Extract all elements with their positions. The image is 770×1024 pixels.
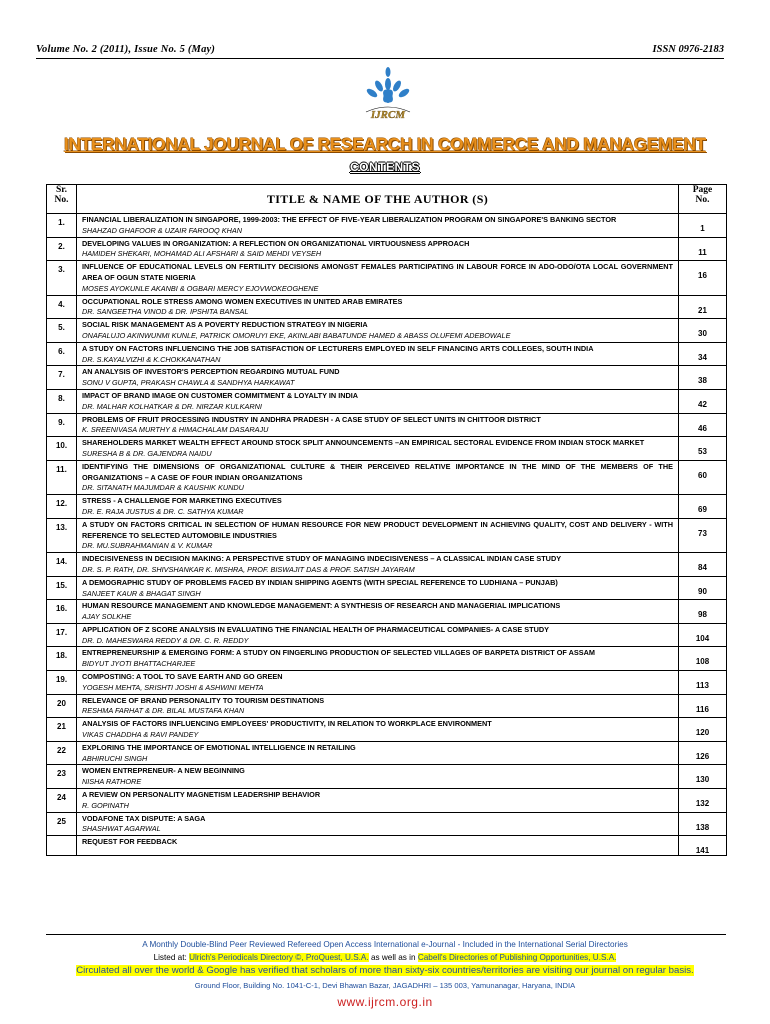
row-page: 42 [679, 389, 727, 413]
journal-title: INTERNATIONAL JOURNAL OF RESEARCH IN COMMERCE AND MANAGEMENT [64, 134, 706, 154]
article-authors: BIDYUT JYOTI BHATTACHARJEE [82, 659, 196, 669]
row-entry [77, 295, 679, 319]
row-page: 38 [679, 366, 727, 390]
row-page: 138 [679, 812, 727, 836]
running-header [36, 44, 724, 59]
row-serial: 1. [47, 214, 77, 238]
table-row [47, 214, 727, 238]
row-entry [77, 261, 679, 295]
article-authors: DR. SANGEETHA VINOD & DR. IPSHITA BANSAL [82, 307, 249, 317]
table-row [47, 647, 727, 671]
website-link[interactable]: www.ijrcm.org.in [337, 995, 433, 1009]
article-authors: ONAFALUJO AKINWUNMI KUNLE, PATRICK OMORUYI EKE, AKINLABI BABATUNDE HAMED & ABASS OLUFEMI ADEBOWALE [82, 330, 511, 340]
row-entry [77, 789, 679, 813]
article-authors: SHASHWAT AGARWAL [82, 824, 161, 834]
row-entry [77, 576, 679, 600]
row-serial: 16. [47, 600, 77, 624]
row-entry [77, 518, 679, 552]
article-title[interactable]: ENTREPRENEURSHIP & EMERGING FORM: A STUDY ON FINGERLING PRODUCTION OF SELECTED VILLAGES OF BARPETA DISTRICT OF ASSAM [82, 648, 595, 658]
row-page: 90 [679, 576, 727, 600]
row-serial: 23 [47, 765, 77, 789]
row-serial: 19. [47, 671, 77, 695]
article-authors: YOGESH MEHTA, SRISHTI JOSHI & ASHWINI MEHTA [82, 682, 264, 692]
row-serial: 25 [47, 812, 77, 836]
contents-heading: CONTENTS [350, 160, 420, 174]
article-title[interactable]: FINANCIAL LIBERALIZATION IN SINGAPORE, 1999-2003: THE EFFECT OF FIVE-YEAR LIBERALIZATION PROGRAM ON SINGAPORE'S BANKING SECTOR [82, 215, 617, 224]
row-entry [77, 460, 679, 494]
row-serial: 10. [47, 437, 77, 461]
article-authors: ABHIRUCHI SINGH [82, 753, 148, 763]
article-authors: AJAY SOLKHE [82, 612, 132, 622]
table-row [47, 671, 727, 695]
row-entry [77, 319, 679, 343]
table-row [47, 553, 727, 577]
col-sr-header: Sr. No. [47, 185, 77, 214]
row-page: 84 [679, 553, 727, 577]
row-serial: 7. [47, 366, 77, 390]
row-page: 53 [679, 437, 727, 461]
row-page: 116 [679, 694, 727, 718]
row-entry [77, 836, 679, 856]
row-entry [77, 694, 679, 718]
row-serial: 14. [47, 553, 77, 577]
article-title[interactable]: HUMAN RESOURCE MANAGEMENT AND KNOWLEDGE MANAGEMENT: A SYNTHESIS OF RESEARCH AND MANAGERIAL IMPLICATIONS [82, 601, 561, 611]
article-title[interactable]: EXPLORING THE IMPORTANCE OF EMOTIONAL INTELLIGENCE IN RETAILING [82, 742, 356, 752]
footer-listing: Listed at: Ulrich's Periodicals Directory ©, ProQuest, U.S.A. as well as in Cabell's Directories of Publishing Opportunities, U.S.A. [153, 953, 617, 962]
row-page: 130 [679, 765, 727, 789]
row-page: 104 [679, 623, 727, 647]
article-authors: DR. MU.SUBRAHMANIAN & V. KUMAR [82, 541, 213, 551]
row-serial: 9. [47, 413, 77, 437]
row-serial: 8. [47, 389, 77, 413]
article-authors: NISHA RATHORE [82, 777, 142, 787]
footer-description: A Monthly Double-Blind Peer Reviewed Refereed Open Access International e-Journal - Included in the International Serial Directories [142, 940, 628, 949]
row-page: 30 [679, 319, 727, 343]
table-header-row [47, 185, 727, 214]
table-row [47, 237, 727, 261]
ulrich-link[interactable]: Ulrich's Periodicals Directory ©, ProQuest, U.S.A. [189, 953, 369, 962]
article-title[interactable]: ANALYSIS OF FACTORS INFLUENCING EMPLOYEES' PRODUCTIVITY, IN RELATION TO WORKPLACE ENVIRONMENT [82, 719, 492, 729]
table-row [47, 718, 727, 742]
row-page: 34 [679, 342, 727, 366]
article-authors: RESHMA FARHAT & DR. BILAL MUSTAFA KHAN [82, 706, 245, 716]
article-title[interactable]: A REVIEW ON PERSONALITY MAGNETISM LEADERSHIP BEHAVIOR [82, 790, 321, 800]
article-authors: HAMIDEH SHEKARI, MOHAMAD ALI AFSHARI & SAID MEHDI VEYSEH [82, 249, 322, 259]
table-row [47, 600, 727, 624]
cabell-link[interactable]: Cabell's Directories of Publishing Opportunities, U.S.A. [417, 953, 617, 962]
logo-text: IJRCM [370, 109, 406, 121]
row-entry [77, 495, 679, 519]
row-page: 1 [679, 214, 727, 238]
row-entry [77, 342, 679, 366]
col-title-header: TITLE & NAME OF THE AUTHOR (S) [77, 185, 679, 214]
article-authors: SURESHA B & DR. GAJENDRA NAIDU [82, 448, 212, 458]
row-entry [77, 623, 679, 647]
row-serial [47, 836, 77, 856]
row-serial: 12. [47, 495, 77, 519]
footer-address: Ground Floor, Building No. 1041-C-1, Devi Bhawan Bazar, JAGADHRI – 135 003, Yamunanagar, Haryana, INDIA [194, 981, 576, 990]
article-authors: MOSES AYOKUNLE AKANBI & OGBARI MERCY EJOVWOKEOGHENE [82, 283, 319, 293]
article-title[interactable]: WOMEN ENTREPRENEUR- A NEW BEGINNING [82, 766, 245, 776]
table-row [47, 261, 727, 295]
contents-table [46, 184, 727, 856]
row-entry [77, 553, 679, 577]
article-authors: DR. E. RAJA JUSTUS & DR. C. SATHYA KUMAR [82, 506, 244, 516]
article-authors: R. GOPINATH [82, 800, 129, 810]
article-title[interactable]: RELEVANCE OF BRAND PERSONALITY TO TOURISM DESTINATIONS [82, 695, 325, 705]
row-serial: 15. [47, 576, 77, 600]
article-title[interactable]: A STUDY ON FACTORS INFLUENCING THE JOB SATISFACTION OF LECTURERS EMPLOYED IN SELF FINANCING ARTS COLLEGES, SOUTH INDIA [82, 343, 594, 353]
article-title[interactable]: IDENTIFYING THE DIMENSIONS OF ORGANIZATIONAL CULTURE & THEIR PERCEIVED RELATIVE IMPORTANCE IN THE MIND OF THE MEMBERS OF THE ORGANIZATIONS – A CASE OF FOUR INDIAN ORGANIZATIONS [82, 461, 673, 482]
issn: ISSN 0976-2183 [652, 44, 724, 55]
row-serial: 11. [47, 460, 77, 494]
row-entry [77, 413, 679, 437]
article-authors: SHAHZAD GHAFOOR & UZAIR FAROOQ KHAN [82, 225, 243, 235]
row-page: 98 [679, 600, 727, 624]
article-authors: SONU V GUPTA, PRAKASH CHAWLA & SANDHYA HARKAWAT [82, 378, 295, 388]
table-row [47, 623, 727, 647]
article-title[interactable]: STRESS - A CHALLENGE FOR MARKETING EXECUTIVES [82, 496, 282, 506]
row-page: 11 [679, 237, 727, 261]
row-serial: 24 [47, 789, 77, 813]
ijrcm-logo [358, 66, 418, 128]
article-authors: DR. MALHAR KOLHATKAR & DR. NIRZAR KULKARNI [82, 401, 262, 411]
row-serial: 3. [47, 261, 77, 295]
row-serial: 21 [47, 718, 77, 742]
row-entry [77, 237, 679, 261]
row-entry [77, 389, 679, 413]
article-authors: DR. S.KAYALVIZHI & K.CHOKKANATHAN [82, 354, 221, 364]
article-authors: K. SREENIVASA MURTHY & HIMACHALAM DASARAJU [82, 425, 269, 435]
row-page: 126 [679, 741, 727, 765]
row-serial: 6. [47, 342, 77, 366]
table-row [47, 789, 727, 813]
row-entry [77, 671, 679, 695]
article-title[interactable]: VODAFONE TAX DISPUTE: A SAGA [82, 813, 206, 823]
table-row [47, 741, 727, 765]
row-serial: 18. [47, 647, 77, 671]
table-row [47, 694, 727, 718]
article-title[interactable]: A DEMOGRAPHIC STUDY OF PROBLEMS FACED BY INDIAN SHIPPING AGENTS (WITH SPECIAL REFERENCE TO LUDHIANA – PUNJAB) [82, 577, 558, 587]
row-serial: 2. [47, 237, 77, 261]
row-page: 73 [679, 518, 727, 552]
row-serial: 5. [47, 319, 77, 343]
footer-divider [46, 934, 726, 935]
table-row [47, 576, 727, 600]
row-entry [77, 366, 679, 390]
row-page: 108 [679, 647, 727, 671]
row-entry [77, 765, 679, 789]
article-title[interactable]: SHAREHOLDERS MARKET WEALTH EFFECT AROUND STOCK SPLIT ANNOUNCEMENTS –AN EMPIRICAL SECTORAL EVIDENCE FROM INDIAN STOCK MARKET [82, 438, 645, 448]
article-title[interactable]: REQUEST FOR FEEDBACK [82, 837, 178, 847]
row-entry [77, 214, 679, 238]
contents-rows [47, 214, 727, 856]
article-title[interactable]: SOCIAL RISK MANAGEMENT AS A POVERTY REDUCTION STRATEGY IN NIGERIA [82, 320, 368, 330]
row-page: 132 [679, 789, 727, 813]
row-page: 141 [679, 836, 727, 856]
article-title[interactable]: APPLICATION OF Z SCORE ANALYSIS IN EVALUATING THE FINANCIAL HEALTH OF PHARMACEUTICAL COMPANIES- A CASE STUDY [82, 624, 550, 634]
table-row [47, 319, 727, 343]
table-row [47, 765, 727, 789]
row-page: 16 [679, 261, 727, 295]
row-page: 60 [679, 460, 727, 494]
table-row [47, 413, 727, 437]
article-authors: SANJEET KAUR & BHAGAT SINGH [82, 588, 201, 598]
row-page: 113 [679, 671, 727, 695]
col-page-header: Page No. [679, 185, 727, 214]
article-title[interactable]: INDECISIVENESS IN DECISION MAKING: A PERSPECTIVE STUDY OF MANAGING INDECISIVENESS – A CLASSICAL INDIAN CASE STUDY [82, 554, 562, 564]
article-authors: VIKAS CHADDHA & RAVI PANDEY [82, 730, 199, 740]
article-title[interactable]: DEVELOPING VALUES IN ORGANIZATION: A REFLECTION ON ORGANIZATIONAL VIRTUOUSNESS APPROACH [82, 238, 470, 248]
article-authors: DR. SITANATH MAJUMDAR & KAUSHIK KUNDU [82, 483, 244, 493]
article-title[interactable]: A STUDY ON FACTORS CRITICAL IN SELECTION OF HUMAN RESOURCE FOR NEW PRODUCT DEVELOPMENT IN ACHIEVING QUALITY, COST AND DELIVERY - WITH REFERENCE TO SELECTED AUTOMOBILE INDUSTRIES [82, 519, 673, 540]
table-row [47, 812, 727, 836]
row-serial: 13. [47, 518, 77, 552]
article-title[interactable]: PROBLEMS OF FRUIT PROCESSING INDUSTRY IN ANDHRA PRADESH - A CASE STUDY OF SELECT UNITS IN CHITTOOR DISTRICT [82, 414, 541, 424]
row-page: 46 [679, 413, 727, 437]
article-title[interactable]: AN ANALYSIS OF INVESTOR'S PERCEPTION REGARDING MUTUAL FUND [82, 367, 340, 377]
table-row [47, 295, 727, 319]
table-row [47, 460, 727, 494]
table-row [47, 518, 727, 552]
table-row [47, 389, 727, 413]
row-entry [77, 600, 679, 624]
row-entry [77, 647, 679, 671]
article-title[interactable]: IMPACT OF BRAND IMAGE ON CUSTOMER COMMITMENT & LOYALTY IN INDIA [82, 390, 359, 400]
row-entry [77, 437, 679, 461]
row-serial: 17. [47, 623, 77, 647]
row-entry [77, 812, 679, 836]
table-row [47, 366, 727, 390]
row-page: 69 [679, 495, 727, 519]
article-title[interactable]: INFLUENCE OF EDUCATIONAL LEVELS ON FERTILITY DECISIONS AMONGST FEMALES PARTICIPATING IN LABOUR FORCE IN ADO-ODO/OTA LOCAL GOVERNMENT AREA OF OGUN STATE NIGERIA [82, 262, 673, 282]
volume-issue: Volume No. 2 (2011), Issue No. 5 (May) [36, 44, 216, 55]
table-row [47, 836, 727, 856]
table-row [47, 495, 727, 519]
article-title[interactable]: OCCUPATIONAL ROLE STRESS AMONG WOMEN EXECUTIVES IN UNITED ARAB EMIRATES [82, 296, 403, 306]
row-serial: 20 [47, 694, 77, 718]
footer-circulation: Circulated all over the world & Google has verified that scholars of more than sixty-six countries/territories are visiting our journal on regular basis. [76, 965, 694, 976]
row-entry [77, 741, 679, 765]
row-entry [77, 718, 679, 742]
article-title[interactable]: COMPOSTING: A TOOL TO SAVE EARTH AND GO GREEN [82, 672, 283, 682]
row-page: 120 [679, 718, 727, 742]
table-row [47, 342, 727, 366]
article-authors: DR. D. MAHESWARA REDDY & DR. C. R. REDDY [82, 635, 249, 645]
row-serial: 22 [47, 741, 77, 765]
article-authors: DR. S. P. RATH, DR. SHIVSHANKAR K. MISHRA, PROF. BISWAJIT DAS & PROF. SATISH JAYARAM [82, 564, 415, 574]
table-row [47, 437, 727, 461]
row-serial: 4. [47, 295, 77, 319]
row-page: 21 [679, 295, 727, 319]
